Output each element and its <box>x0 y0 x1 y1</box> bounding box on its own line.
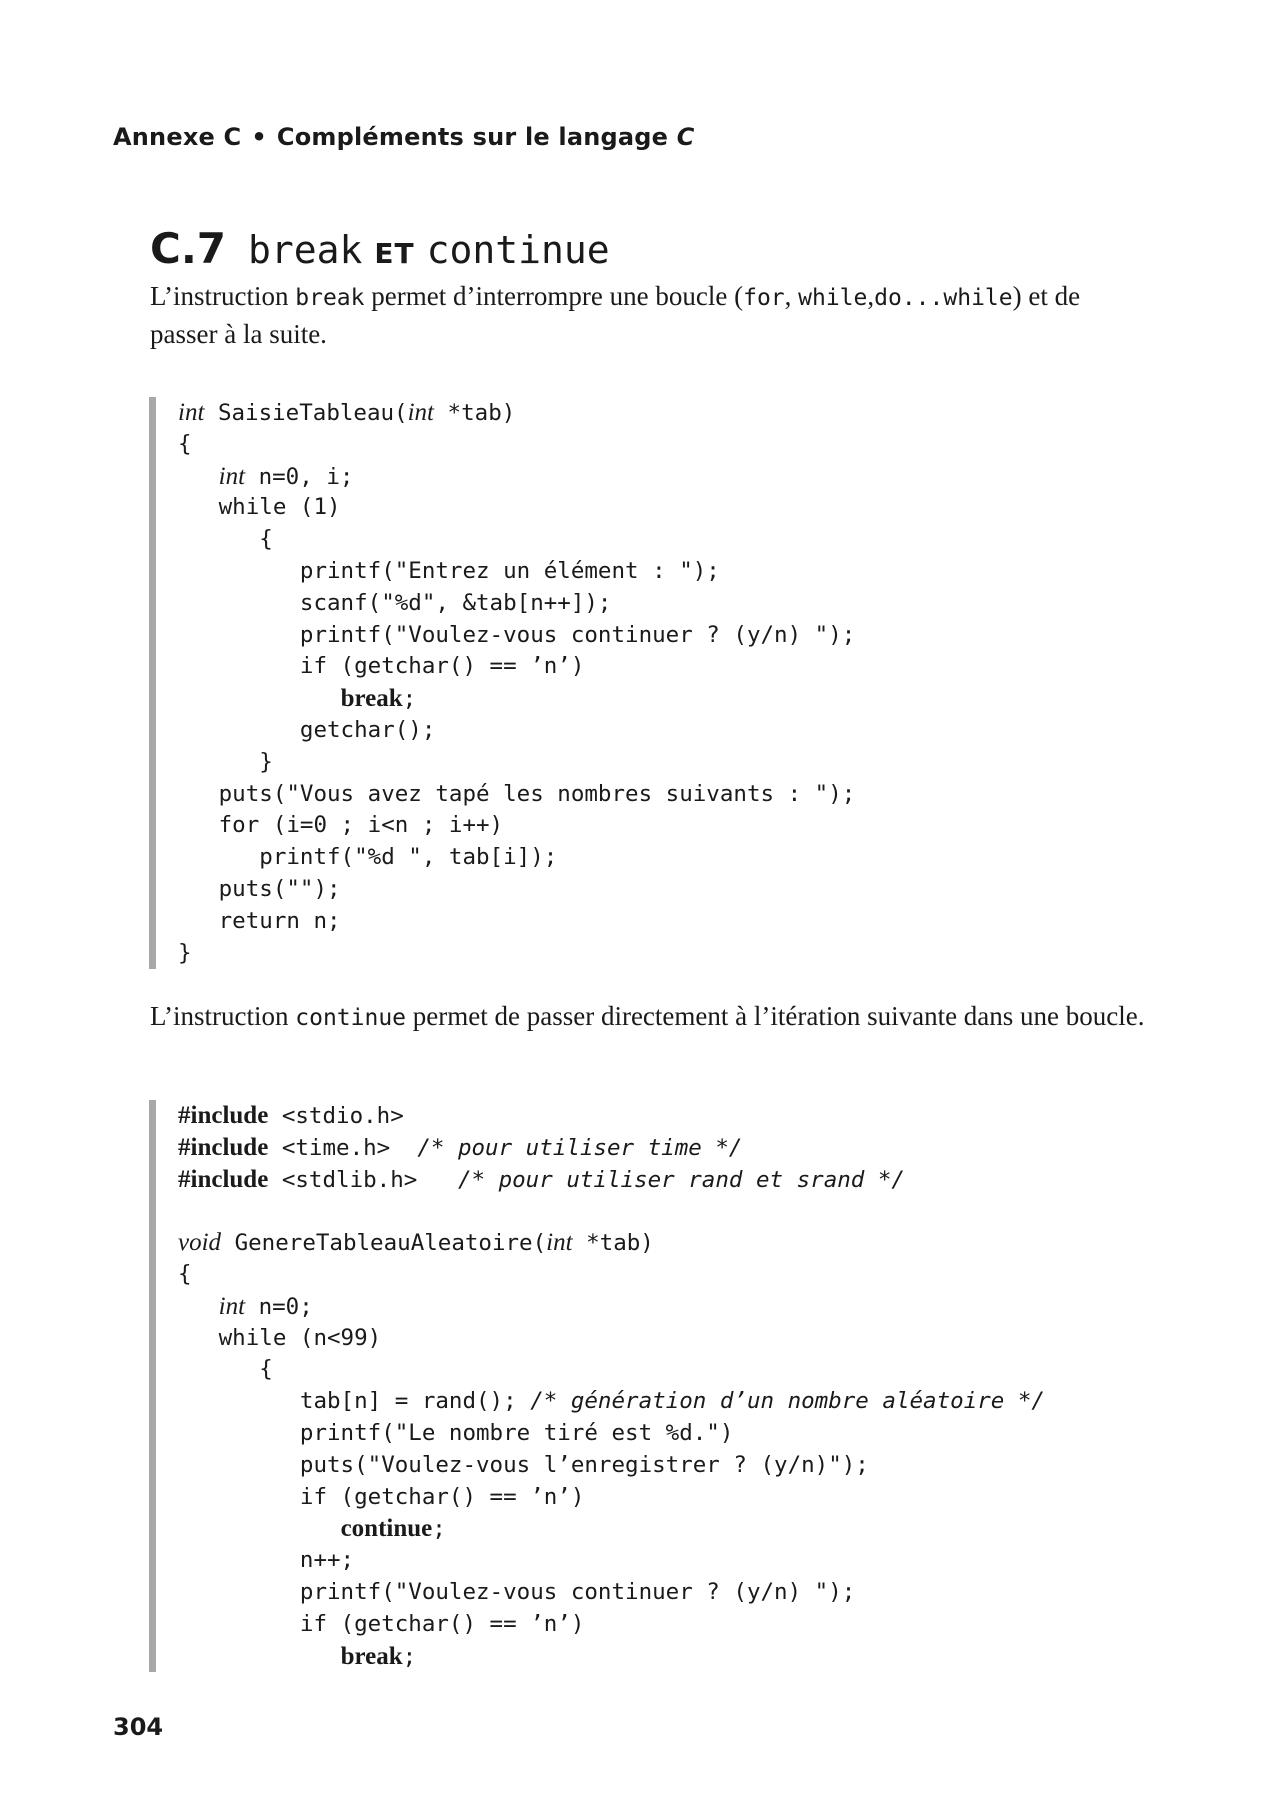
code-line <box>178 842 855 874</box>
code-line <box>178 588 855 620</box>
code-line <box>178 1291 1045 1323</box>
code-text: printf("Voulez-vous continuer ? (y/n) "); <box>178 621 856 648</box>
code-line <box>178 779 855 811</box>
paragraph-text: L’instruction <box>150 1001 296 1031</box>
code-line <box>178 1577 1045 1609</box>
paragraph-text: permet de passer directement à l’itération suivante dans une boucle. <box>406 1001 1145 1031</box>
code-line <box>178 1195 1045 1227</box>
code-line <box>178 1227 1045 1259</box>
code-line <box>178 1386 1045 1418</box>
code-text: *tab) <box>434 400 516 426</box>
inline-code: continue <box>295 1005 407 1031</box>
code-keyword: #include <box>178 1165 269 1193</box>
paragraph-text: , <box>784 281 799 311</box>
code-line <box>178 810 855 842</box>
running-head-title: Compléments sur le langage <box>276 123 669 151</box>
code-line <box>178 1418 1045 1450</box>
code-text: { <box>178 1260 192 1287</box>
code-text: for (i=0 ; i<n ; i++) <box>178 812 504 839</box>
code-type: int <box>218 1292 246 1320</box>
running-head-label: Annexe C <box>113 123 242 151</box>
code-text: tab[n] = rand(); <box>178 1388 531 1415</box>
code-line <box>178 938 855 970</box>
code-text: <stdlib.h> <box>268 1166 458 1193</box>
section-connector: ET <box>374 237 415 270</box>
section-title <box>150 224 610 273</box>
code-line <box>178 1450 1045 1482</box>
code-line <box>178 524 855 556</box>
code-type: void <box>178 1229 222 1257</box>
code-line <box>178 1132 1045 1164</box>
code-line <box>178 683 855 715</box>
inline-code: break <box>295 285 365 311</box>
paragraph-text: , <box>867 281 875 311</box>
code-text: { <box>178 1356 273 1383</box>
running-head-title-lang: C <box>676 123 695 151</box>
code-text: SaisieTableau( <box>204 400 408 426</box>
code-text: ; <box>432 1516 446 1543</box>
code-comment: /* pour utiliser rand et srand */ <box>457 1166 905 1193</box>
code-text: } <box>178 939 192 966</box>
code-text: *tab) <box>572 1230 654 1257</box>
code-text: puts(""); <box>178 875 341 902</box>
code-text: { <box>178 526 273 553</box>
code-line <box>178 1323 1045 1355</box>
code-line <box>178 492 855 524</box>
paragraph-text: permet d’interrompre une boucle ( <box>364 281 744 311</box>
code-text: printf("Le nombre tiré est %d.") <box>178 1419 734 1446</box>
paragraph-break-intro <box>150 278 1150 352</box>
code-keyword: break <box>340 1642 403 1670</box>
code-text: n=0, i; <box>245 463 354 490</box>
code-listing-break <box>149 397 855 969</box>
code-line <box>178 556 855 588</box>
code-line <box>178 429 855 461</box>
code-text <box>178 1516 341 1542</box>
paragraph-text: L’instruction <box>150 281 296 311</box>
code-line <box>178 651 855 683</box>
code-keyword: #include <box>178 1133 269 1161</box>
code-text: <stdio.h> <box>268 1103 404 1129</box>
code-keyword: continue <box>340 1515 433 1543</box>
code-text <box>178 1294 219 1320</box>
code-type: int <box>178 399 205 426</box>
code-comment: /* génération d’un nombre aléatoire */ <box>530 1388 1045 1415</box>
code-line <box>178 1100 1045 1132</box>
code-text: if (getchar() == ’n’) <box>178 1610 585 1637</box>
section-keyword-continue: continue <box>426 228 610 272</box>
code-line <box>178 1513 1045 1545</box>
paragraph-continue-intro <box>150 998 1150 1036</box>
code-line <box>178 906 855 938</box>
code-text: puts("Vous avez tapé les nombres suivants : "); <box>178 780 856 807</box>
code-line <box>178 620 855 652</box>
page-number: 304 <box>113 1713 164 1741</box>
section-keyword-break: break <box>248 228 363 272</box>
code-text: while (1) <box>178 494 341 521</box>
inline-code: do...while <box>874 285 1013 311</box>
code-line <box>178 1609 1045 1641</box>
inline-code: for <box>743 285 785 311</box>
code-text: n=0; <box>245 1293 313 1320</box>
section-number: C.7 <box>150 224 227 273</box>
code-text: printf("Entrez un élément : "); <box>178 557 720 584</box>
code-text: getchar(); <box>178 716 436 743</box>
code-text <box>178 464 219 490</box>
code-text: if (getchar() == ’n’) <box>178 1483 585 1510</box>
code-text: return n; <box>178 907 341 934</box>
inline-code: while <box>798 285 868 311</box>
paragraph-text: ) et de passer à la suite. <box>150 281 1081 349</box>
code-comment: /* pour utiliser time */ <box>417 1134 743 1161</box>
code-line <box>178 747 855 779</box>
code-line <box>178 1259 1045 1291</box>
code-keyword: #include <box>178 1102 269 1129</box>
code-text: if (getchar() == ’n’) <box>178 653 585 680</box>
code-text: <time.h> <box>268 1134 418 1161</box>
code-line <box>178 1164 1045 1196</box>
code-listing-continue <box>149 1100 1045 1672</box>
code-keyword: break <box>340 685 403 713</box>
code-text: printf("%d ", tab[i]); <box>178 844 558 871</box>
code-line <box>178 461 855 493</box>
code-line <box>178 1641 1045 1673</box>
code-line <box>178 397 855 429</box>
code-text: printf("Voulez-vous continuer ? (y/n) "); <box>178 1578 856 1605</box>
code-line <box>178 1354 1045 1386</box>
code-text: scanf("%d", &tab[n++]); <box>178 589 612 616</box>
code-text: { <box>178 430 192 457</box>
running-head-separator: • <box>251 123 267 151</box>
code-text: ; <box>402 1643 417 1670</box>
code-text: ; <box>402 686 417 713</box>
code-text <box>178 686 341 712</box>
code-text: puts("Voulez-vous l’enregistrer ? (y/n)"); <box>178 1451 869 1478</box>
code-text <box>178 1644 341 1670</box>
code-line <box>178 874 855 906</box>
code-line <box>178 1545 1045 1577</box>
code-text: while (n<99) <box>178 1324 382 1351</box>
running-head <box>113 123 695 151</box>
code-line <box>178 715 855 747</box>
code-text: n++; <box>178 1547 355 1574</box>
code-line <box>178 1482 1045 1514</box>
code-text: } <box>178 748 273 775</box>
code-text: GenereTableauAleatoire( <box>221 1230 547 1257</box>
code-type: int <box>407 399 435 426</box>
code-type: int <box>546 1229 573 1257</box>
code-type: int <box>218 462 246 490</box>
